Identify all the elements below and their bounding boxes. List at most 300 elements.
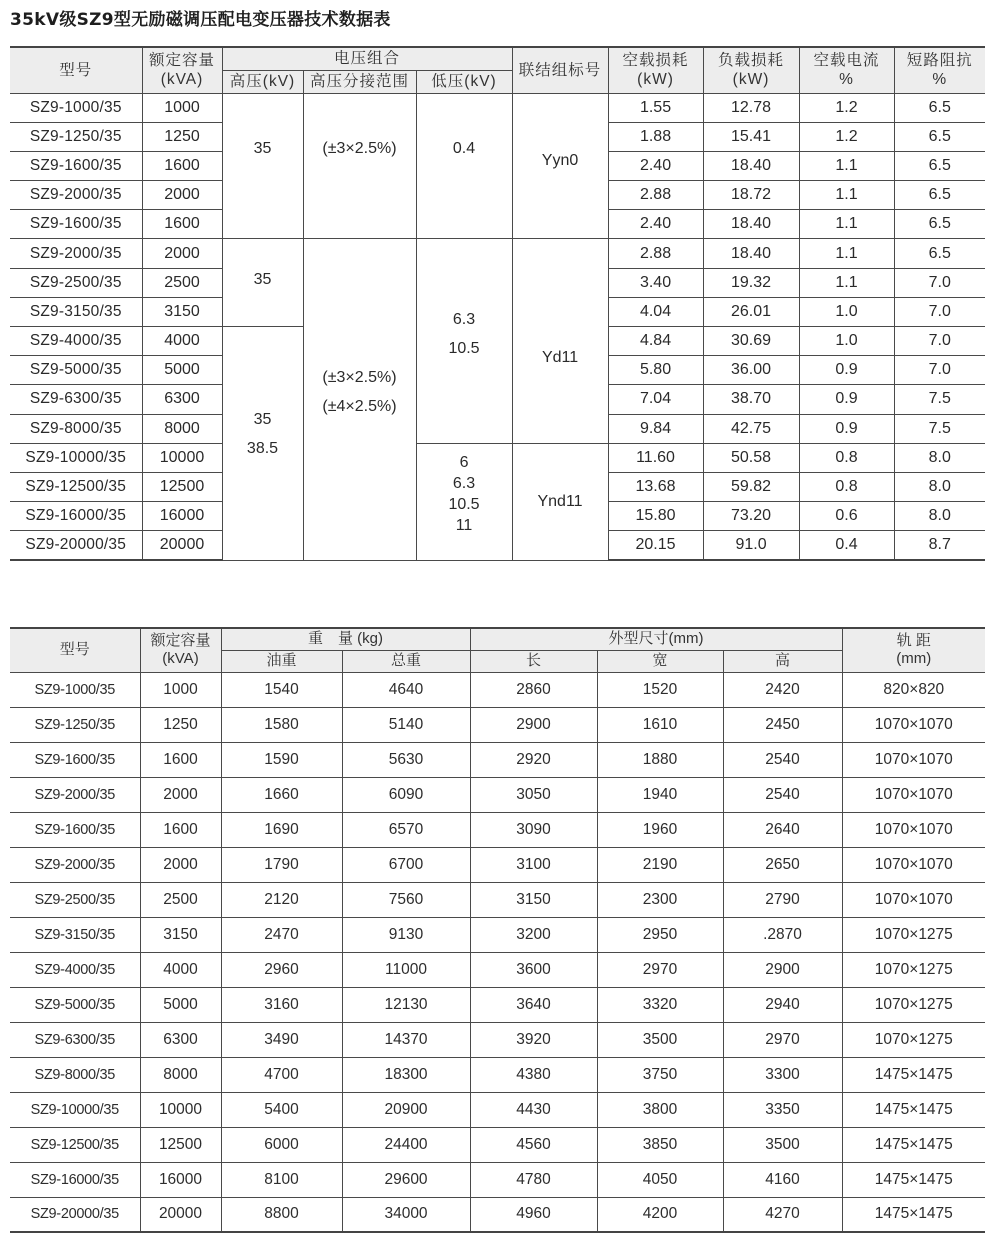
height-cell: 2970 [723, 1022, 842, 1057]
noload-loss-cell: 15.80 [608, 502, 703, 531]
header-noload-loss [608, 47, 703, 93]
capacity-cell: 5000 [140, 987, 221, 1022]
model-cell: SZ9-16000/35 [10, 502, 142, 531]
table-row [10, 987, 985, 1022]
noload-loss-cell: 4.04 [608, 297, 703, 326]
width-cell: 1880 [597, 742, 723, 777]
impedance-cell: 8.0 [894, 443, 985, 472]
noload-current-cell: 0.9 [799, 385, 894, 414]
load-loss-cell: 26.01 [703, 297, 799, 326]
oil-weight-cell: 1540 [221, 672, 342, 707]
width-cell: 4050 [597, 1162, 723, 1197]
capacity-cell: 12500 [140, 1127, 221, 1162]
connection-group-cell-value: Yyn0 [541, 151, 579, 169]
impedance-cell: 6.5 [894, 122, 985, 151]
gauge-cell: 1475×1475 [842, 1092, 985, 1127]
gauge-cell: 820×820 [842, 672, 985, 707]
width-cell: 4200 [597, 1197, 723, 1232]
header-gauge-label: 轨 距 [896, 632, 931, 650]
model-cell: SZ9-6300/35 [10, 385, 142, 414]
load-loss-cell: 18.40 [703, 151, 799, 180]
capacity-cell: 2500 [142, 268, 222, 297]
connection-group-cell-value: Yd11 [541, 349, 579, 367]
load-loss-cell: 73.20 [703, 502, 799, 531]
header-capacity-label: 额定容量 [150, 632, 211, 650]
oil-weight-cell: 4700 [221, 1057, 342, 1092]
table-row [10, 672, 985, 707]
header-gauge [842, 628, 985, 672]
width-cell: 2190 [597, 847, 723, 882]
width-cell: 1960 [597, 812, 723, 847]
height-cell: 3350 [723, 1092, 842, 1127]
noload-loss-cell: 5.80 [608, 356, 703, 385]
model-cell: SZ9-2000/35 [10, 847, 140, 882]
table-row [10, 443, 985, 472]
height-cell: 2450 [723, 707, 842, 742]
header-noload-current-unit: % [839, 71, 854, 89]
total-weight-cell: 6570 [342, 812, 470, 847]
header-oil-weight: 油重 [221, 650, 342, 672]
total-weight-cell: 6090 [342, 777, 470, 812]
noload-current-cell: 0.9 [799, 414, 894, 443]
header-load-loss [703, 47, 799, 93]
dimensions-data-table [10, 627, 985, 1233]
header-load-loss-unit: (kW) [732, 71, 770, 89]
table-row [10, 917, 985, 952]
length-cell: 3920 [470, 1022, 597, 1057]
hv-tap-range-cell [303, 239, 416, 560]
gauge-cell: 1070×1275 [842, 1022, 985, 1057]
total-weight-cell: 7560 [342, 882, 470, 917]
capacity-cell: 4000 [142, 327, 222, 356]
noload-current-cell: 1.0 [799, 327, 894, 356]
impedance-cell: 6.5 [894, 181, 985, 210]
gauge-cell: 1070×1070 [842, 847, 985, 882]
header-noload-current-label: 空载电流 [813, 52, 880, 70]
oil-weight-cell: 1690 [221, 812, 342, 847]
height-cell: 2940 [723, 987, 842, 1022]
header-capacity-label: 额定容量 [148, 52, 215, 70]
length-cell: 4780 [470, 1162, 597, 1197]
header-dimensions: 外型尺寸(mm) [470, 628, 842, 650]
model-cell: SZ9-8000/35 [10, 1057, 140, 1092]
capacity-cell: 1600 [142, 151, 222, 180]
gauge-cell: 1070×1275 [842, 952, 985, 987]
length-cell: 4430 [470, 1092, 597, 1127]
total-weight-cell: 9130 [342, 917, 470, 952]
header-noload-loss-label: 空载损耗 [622, 52, 689, 70]
hv-voltage-cell-value: 35 [253, 271, 272, 289]
capacity-cell: 2000 [140, 777, 221, 812]
oil-weight-cell: 1790 [221, 847, 342, 882]
noload-loss-cell: 13.68 [608, 472, 703, 501]
impedance-cell: 7.0 [894, 356, 985, 385]
length-cell: 3100 [470, 847, 597, 882]
capacity-cell: 1600 [142, 210, 222, 239]
lv-voltage-cell [416, 93, 512, 239]
lv-voltage-cell [416, 443, 512, 560]
noload-current-cell: 0.4 [799, 531, 894, 560]
length-cell: 3600 [470, 952, 597, 987]
table-row [10, 847, 985, 882]
electrical-data-table [10, 46, 985, 561]
noload-loss-cell: 9.84 [608, 414, 703, 443]
capacity-cell: 10000 [142, 443, 222, 472]
gauge-cell: 1475×1475 [842, 1057, 985, 1092]
noload-current-cell: 0.6 [799, 502, 894, 531]
total-weight-cell: 14370 [342, 1022, 470, 1057]
connection-group-cell-value: Ynd11 [537, 492, 583, 510]
width-cell: 3850 [597, 1127, 723, 1162]
page-title: 35kV级SZ9型无励磁调压配电变压器技术数据表 [10, 10, 391, 30]
gauge-cell: 1070×1070 [842, 707, 985, 742]
noload-current-cell: 1.1 [799, 210, 894, 239]
header-noload-current [799, 47, 894, 93]
impedance-cell: 7.0 [894, 327, 985, 356]
load-loss-cell: 15.41 [703, 122, 799, 151]
lv-voltage-cell-value: 0.4 [452, 139, 476, 157]
gauge-cell: 1070×1070 [842, 812, 985, 847]
capacity-cell: 4000 [140, 952, 221, 987]
height-cell: 2540 [723, 777, 842, 812]
load-loss-cell: 38.70 [703, 385, 799, 414]
hv-voltage-cell [222, 93, 303, 239]
model-cell: SZ9-12500/35 [10, 472, 142, 501]
impedance-cell: 7.0 [894, 297, 985, 326]
model-cell: SZ9-5000/35 [10, 987, 140, 1022]
load-loss-cell: 18.40 [703, 239, 799, 268]
height-cell: 4160 [723, 1162, 842, 1197]
table-row [10, 707, 985, 742]
capacity-cell: 6300 [142, 385, 222, 414]
gauge-cell: 1475×1475 [842, 1162, 985, 1197]
impedance-cell: 7.0 [894, 268, 985, 297]
table-row [10, 239, 985, 268]
model-cell: SZ9-10000/35 [10, 443, 142, 472]
noload-current-cell: 0.9 [799, 356, 894, 385]
header-hv-tap: 高压分接范围 [303, 70, 416, 93]
model-cell: SZ9-3150/35 [10, 297, 142, 326]
hv-tap-range-cell [303, 93, 416, 239]
model-cell: SZ9-20000/35 [10, 531, 142, 560]
hv-voltage-cell [222, 239, 303, 327]
table-row [10, 952, 985, 987]
header-voltage-group: 电压组合 [222, 47, 512, 70]
capacity-cell: 3150 [140, 917, 221, 952]
header-lv: 低压(kV) [416, 70, 512, 93]
table-row [10, 93, 985, 122]
length-cell: 4960 [470, 1197, 597, 1232]
height-cell: 2900 [723, 952, 842, 987]
total-weight-cell: 6700 [342, 847, 470, 882]
gauge-cell: 1475×1475 [842, 1197, 985, 1232]
capacity-cell: 16000 [140, 1162, 221, 1197]
length-cell: 4380 [470, 1057, 597, 1092]
lv-voltage-cell-value: 10.5 [448, 340, 480, 358]
impedance-cell: 8.7 [894, 531, 985, 560]
load-loss-cell: 19.32 [703, 268, 799, 297]
noload-loss-cell: 7.04 [608, 385, 703, 414]
length-cell: 3200 [470, 917, 597, 952]
model-cell: SZ9-12500/35 [10, 1127, 140, 1162]
header-weight: 重 量 (kg) [221, 628, 470, 650]
hv-voltage-cell [222, 327, 303, 561]
noload-loss-cell: 11.60 [608, 443, 703, 472]
header-impedance-unit: % [932, 71, 948, 89]
noload-current-cell: 1.1 [799, 268, 894, 297]
table-row [10, 1022, 985, 1057]
model-cell: SZ9-1600/35 [10, 742, 140, 777]
oil-weight-cell: 1590 [221, 742, 342, 777]
model-cell: SZ9-8000/35 [10, 414, 142, 443]
hv-tap-range-cell-value: (±4×2.5%) [322, 398, 397, 416]
hv-voltage-cell-value: 35 [253, 411, 272, 428]
header-model: 型号 [10, 628, 140, 672]
capacity-cell: 16000 [142, 502, 222, 531]
capacity-cell: 2000 [140, 847, 221, 882]
impedance-cell: 6.5 [894, 93, 985, 122]
capacity-cell: 8000 [142, 414, 222, 443]
header-capacity [142, 47, 222, 93]
oil-weight-cell: 3160 [221, 987, 342, 1022]
noload-loss-cell: 2.40 [608, 151, 703, 180]
height-cell: 2790 [723, 882, 842, 917]
width-cell: 1610 [597, 707, 723, 742]
width-cell: 3800 [597, 1092, 723, 1127]
model-cell: SZ9-4000/35 [10, 327, 142, 356]
total-weight-cell: 29600 [342, 1162, 470, 1197]
model-cell: SZ9-1600/35 [10, 210, 142, 239]
oil-weight-cell: 3490 [221, 1022, 342, 1057]
connection-group-cell [512, 93, 608, 239]
gauge-cell: 1070×1275 [842, 917, 985, 952]
capacity-cell: 10000 [140, 1092, 221, 1127]
length-cell: 3640 [470, 987, 597, 1022]
width-cell: 3500 [597, 1022, 723, 1057]
length-cell: 3090 [470, 812, 597, 847]
noload-loss-cell: 1.88 [608, 122, 703, 151]
model-cell: SZ9-1000/35 [10, 672, 140, 707]
lv-voltage-cell-value: 11 [455, 516, 473, 534]
gauge-cell: 1070×1070 [842, 882, 985, 917]
oil-weight-cell: 1580 [221, 707, 342, 742]
header-height: 高 [723, 650, 842, 672]
header-total-weight: 总重 [342, 650, 470, 672]
model-cell: SZ9-16000/35 [10, 1162, 140, 1197]
width-cell: 2950 [597, 917, 723, 952]
model-cell: SZ9-2500/35 [10, 268, 142, 297]
width-cell: 1520 [597, 672, 723, 707]
noload-current-cell: 1.0 [799, 297, 894, 326]
gauge-cell: 1070×1070 [842, 742, 985, 777]
capacity-cell: 1600 [140, 812, 221, 847]
load-loss-cell: 50.58 [703, 443, 799, 472]
noload-current-cell: 0.8 [799, 472, 894, 501]
header-impedance-label: 短路阻抗 [906, 52, 973, 70]
gauge-cell: 1070×1070 [842, 777, 985, 812]
oil-weight-cell: 5400 [221, 1092, 342, 1127]
impedance-cell: 6.5 [894, 239, 985, 268]
model-cell: SZ9-6300/35 [10, 1022, 140, 1057]
total-weight-cell: 20900 [342, 1092, 470, 1127]
capacity-cell: 1000 [140, 672, 221, 707]
load-loss-cell: 18.40 [703, 210, 799, 239]
height-cell: 2640 [723, 812, 842, 847]
capacity-cell: 12500 [142, 472, 222, 501]
header-length: 长 [470, 650, 597, 672]
width-cell: 2970 [597, 952, 723, 987]
connection-group-cell [512, 239, 608, 443]
total-weight-cell: 4640 [342, 672, 470, 707]
impedance-cell: 8.0 [894, 472, 985, 501]
load-loss-cell: 12.78 [703, 93, 799, 122]
noload-loss-cell: 1.55 [608, 93, 703, 122]
length-cell: 4560 [470, 1127, 597, 1162]
header-noload-loss-unit: (kW) [637, 71, 674, 89]
total-weight-cell: 34000 [342, 1197, 470, 1232]
noload-loss-cell: 2.88 [608, 181, 703, 210]
width-cell: 3320 [597, 987, 723, 1022]
total-weight-cell: 12130 [342, 987, 470, 1022]
header-hv: 高压(kV) [222, 70, 303, 93]
capacity-cell: 2500 [140, 882, 221, 917]
header-capacity-unit: (kVA) [162, 650, 199, 668]
table-row [10, 1197, 985, 1232]
oil-weight-cell: 2120 [221, 882, 342, 917]
gauge-cell: 1475×1475 [842, 1127, 985, 1162]
lv-voltage-cell-value: 6.3 [452, 474, 476, 492]
model-cell: SZ9-1600/35 [10, 812, 140, 847]
model-cell: SZ9-20000/35 [10, 1197, 140, 1232]
lv-voltage-cell-value: 6.3 [452, 311, 476, 329]
table-row [10, 742, 985, 777]
hv-tap-range-cell-value: (±3×2.5%) [322, 369, 397, 387]
height-cell: 2540 [723, 742, 842, 777]
model-cell: SZ9-2000/35 [10, 181, 142, 210]
noload-current-cell: 0.8 [799, 443, 894, 472]
height-cell: 2420 [723, 672, 842, 707]
table-row [10, 812, 985, 847]
noload-loss-cell: 2.40 [608, 210, 703, 239]
total-weight-cell: 18300 [342, 1057, 470, 1092]
header-model: 型号 [10, 47, 142, 93]
model-cell: SZ9-1600/35 [10, 151, 142, 180]
table-row [10, 1057, 985, 1092]
model-cell: SZ9-2500/35 [10, 882, 140, 917]
height-cell: 3300 [723, 1057, 842, 1092]
header-load-loss-label: 负载损耗 [718, 52, 785, 70]
lv-voltage-cell [416, 239, 512, 443]
oil-weight-cell: 6000 [221, 1127, 342, 1162]
load-loss-cell: 18.72 [703, 181, 799, 210]
total-weight-cell: 24400 [342, 1127, 470, 1162]
height-cell: 2650 [723, 847, 842, 882]
capacity-cell: 6300 [140, 1022, 221, 1057]
table-row [10, 1127, 985, 1162]
noload-loss-cell: 3.40 [608, 268, 703, 297]
width-cell: 1940 [597, 777, 723, 812]
length-cell: 2860 [470, 672, 597, 707]
length-cell: 3150 [470, 882, 597, 917]
connection-group-cell [512, 443, 608, 560]
model-cell: SZ9-10000/35 [10, 1092, 140, 1127]
table-row [10, 1092, 985, 1127]
capacity-cell: 1000 [142, 93, 222, 122]
length-cell: 2900 [470, 707, 597, 742]
load-loss-cell: 59.82 [703, 472, 799, 501]
height-cell: 3500 [723, 1127, 842, 1162]
model-cell: SZ9-2000/35 [10, 239, 142, 268]
total-weight-cell: 5140 [342, 707, 470, 742]
total-weight-cell: 5630 [342, 742, 470, 777]
model-cell: SZ9-2000/35 [10, 777, 140, 812]
header-width: 宽 [597, 650, 723, 672]
model-cell: SZ9-1250/35 [10, 122, 142, 151]
noload-current-cell: 1.1 [799, 239, 894, 268]
hv-tap-range-cell-value: (±3×2.5%) [322, 139, 397, 157]
model-cell: SZ9-5000/35 [10, 356, 142, 385]
oil-weight-cell: 8800 [221, 1197, 342, 1232]
total-weight-cell: 11000 [342, 952, 470, 987]
noload-loss-cell: 4.84 [608, 327, 703, 356]
capacity-cell: 1250 [140, 707, 221, 742]
noload-current-cell: 1.2 [799, 93, 894, 122]
table-row [10, 1162, 985, 1197]
length-cell: 3050 [470, 777, 597, 812]
load-loss-cell: 42.75 [703, 414, 799, 443]
width-cell: 2300 [597, 882, 723, 917]
capacity-cell: 20000 [140, 1197, 221, 1232]
noload-loss-cell: 2.88 [608, 239, 703, 268]
capacity-cell: 3150 [142, 297, 222, 326]
capacity-cell: 2000 [142, 239, 222, 268]
model-cell: SZ9-1250/35 [10, 707, 140, 742]
header-connection: 联结组标号 [512, 47, 608, 93]
height-cell: .2870 [723, 917, 842, 952]
capacity-cell: 8000 [140, 1057, 221, 1092]
impedance-cell: 8.0 [894, 502, 985, 531]
height-cell: 4270 [723, 1197, 842, 1232]
lv-voltage-cell-value: 6 [459, 453, 469, 471]
lv-voltage-cell-value: 10.5 [448, 495, 480, 513]
load-loss-cell: 91.0 [703, 531, 799, 560]
model-cell: SZ9-1000/35 [10, 93, 142, 122]
capacity-cell: 5000 [142, 356, 222, 385]
oil-weight-cell: 8100 [221, 1162, 342, 1197]
table-row [10, 777, 985, 812]
impedance-cell: 6.5 [894, 151, 985, 180]
width-cell: 3750 [597, 1057, 723, 1092]
noload-loss-cell: 20.15 [608, 531, 703, 560]
gauge-cell: 1070×1275 [842, 987, 985, 1022]
oil-weight-cell: 2470 [221, 917, 342, 952]
capacity-cell: 2000 [142, 181, 222, 210]
oil-weight-cell: 1660 [221, 777, 342, 812]
header-capacity-unit: (kVA) [160, 71, 204, 89]
capacity-cell: 1250 [142, 122, 222, 151]
model-cell: SZ9-3150/35 [10, 917, 140, 952]
load-loss-cell: 36.00 [703, 356, 799, 385]
noload-current-cell: 1.2 [799, 122, 894, 151]
header-gauge-unit: (mm) [896, 650, 932, 668]
load-loss-cell: 30.69 [703, 327, 799, 356]
header-capacity [140, 628, 221, 672]
impedance-cell: 6.5 [894, 210, 985, 239]
hv-voltage-cell-value: 35 [253, 139, 272, 157]
length-cell: 2920 [470, 742, 597, 777]
capacity-cell: 20000 [142, 531, 222, 560]
impedance-cell: 7.5 [894, 385, 985, 414]
